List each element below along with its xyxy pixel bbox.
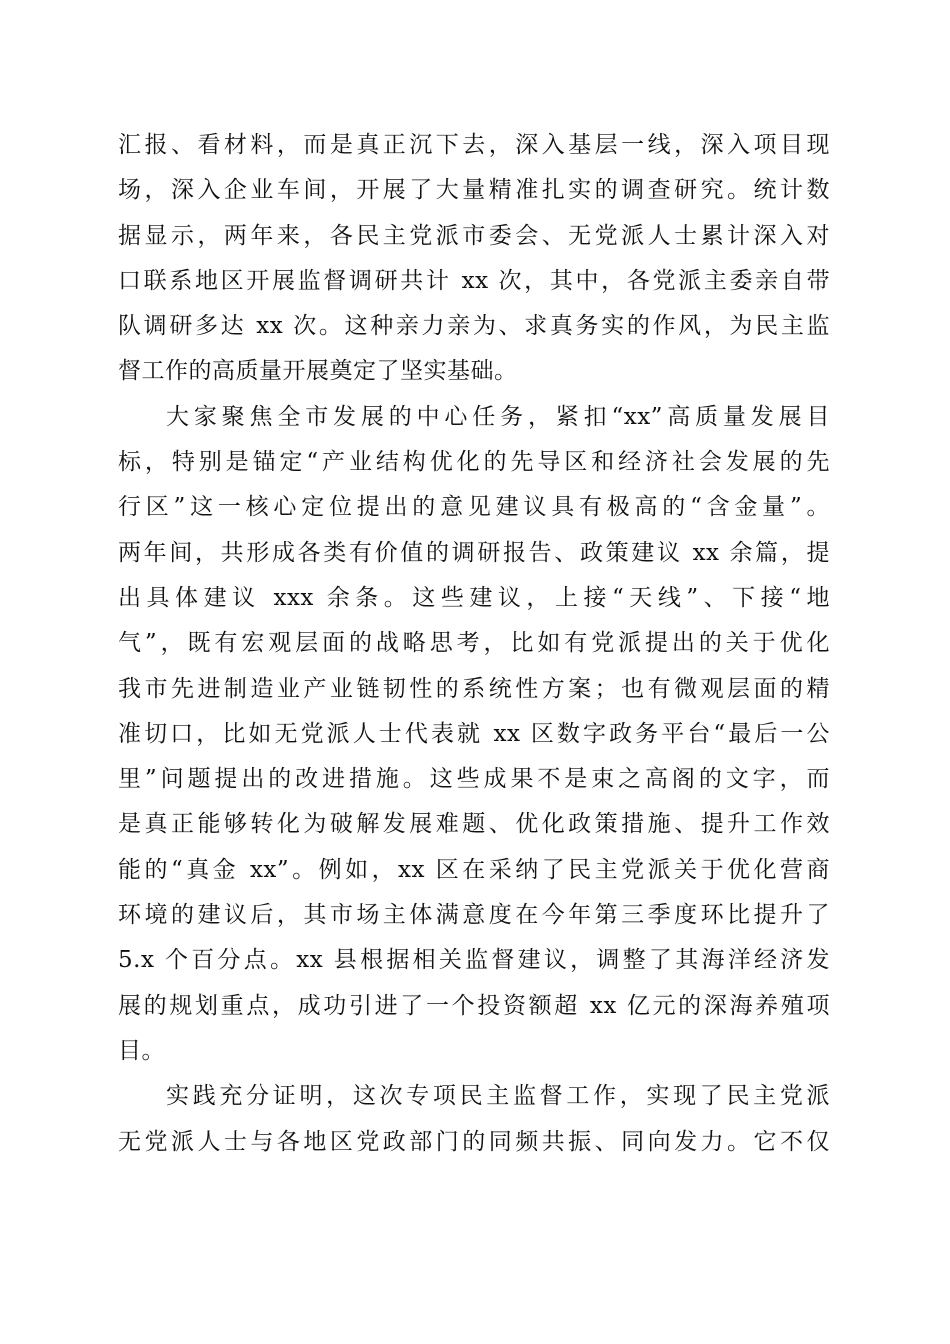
body-text (118, 123, 830, 1165)
text-line: 队调研多达 xx 次。这种亲力亲为、求真务实的作风，为民主监 (118, 313, 830, 340)
paragraph-1 (118, 123, 830, 395)
text-line: 口联系地区开展监督调研共计 xx 次，其中，各党派主委亲自带 (118, 267, 830, 294)
paragraph-2 (118, 395, 830, 1074)
text-line: 行区”这一核心定位提出的意见建议具有极高的“含金量”。 (118, 494, 830, 521)
text-line: 据显示，两年来，各民主党派市委会、无党派人士累计深入对 (118, 222, 830, 249)
text-line: 出具体建议 xxx 余条。这些建议，上接“天线”、下接“地 (118, 584, 830, 611)
text-line: 是真正能够转化为破解发展难题、优化政策措施、提升工作效 (118, 811, 830, 838)
text-line: 无党派人士与各地区党政部门的同频共振、同向发力。它不仅 (118, 1128, 830, 1155)
text-line: 展的规划重点，成功引进了一个投资额超 xx 亿元的深海养殖项 (118, 992, 830, 1019)
text-line: 我市先进制造业产业链韧性的系统性方案；也有微观层面的精 (118, 675, 830, 702)
text-line: 能的“真金 xx”。例如，xx 区在采纳了民主党派关于优化营商 (118, 856, 830, 883)
text-line: 督工作的高质量开展奠定了坚实基础。 (118, 358, 518, 385)
text-line: 场，深入企业车间，开展了大量精准扎实的调查研究。统计数 (118, 177, 830, 204)
text-line: 环境的建议后，其市场主体满意度在今年第三季度环比提升了 (118, 902, 830, 929)
text-line: 里”问题提出的改进措施。这些成果不是束之高阁的文字，而 (118, 766, 830, 793)
text-line: 大家聚焦全市发展的中心任务，紧扣“xx”高质量发展目 (166, 403, 830, 430)
text-line: 汇报、看材料，而是真正沉下去，深入基层一线，深入项目现 (118, 132, 830, 158)
text-line: 目。 (118, 1037, 165, 1064)
text-line: 5.x 个百分点。xx 县根据相关监督建议，调整了其海洋经济发 (118, 947, 830, 974)
text-line: 实践充分证明，这次专项民主监督工作，实现了民主党派 (166, 1083, 830, 1110)
text-line: 气”，既有宏观层面的战略思考，比如有党派提出的关于优化 (118, 630, 830, 657)
text-line: 准切口，比如无党派人士代表就 xx 区数字政务平台“最后一公 (118, 720, 830, 747)
text-line: 标，特别是锚定“产业结构优化的先导区和经济社会发展的先 (118, 449, 830, 476)
text-line: 两年间，共形成各类有价值的调研报告、政策建议 xx 余篇，提 (118, 539, 830, 566)
paragraph-3 (118, 1074, 830, 1165)
